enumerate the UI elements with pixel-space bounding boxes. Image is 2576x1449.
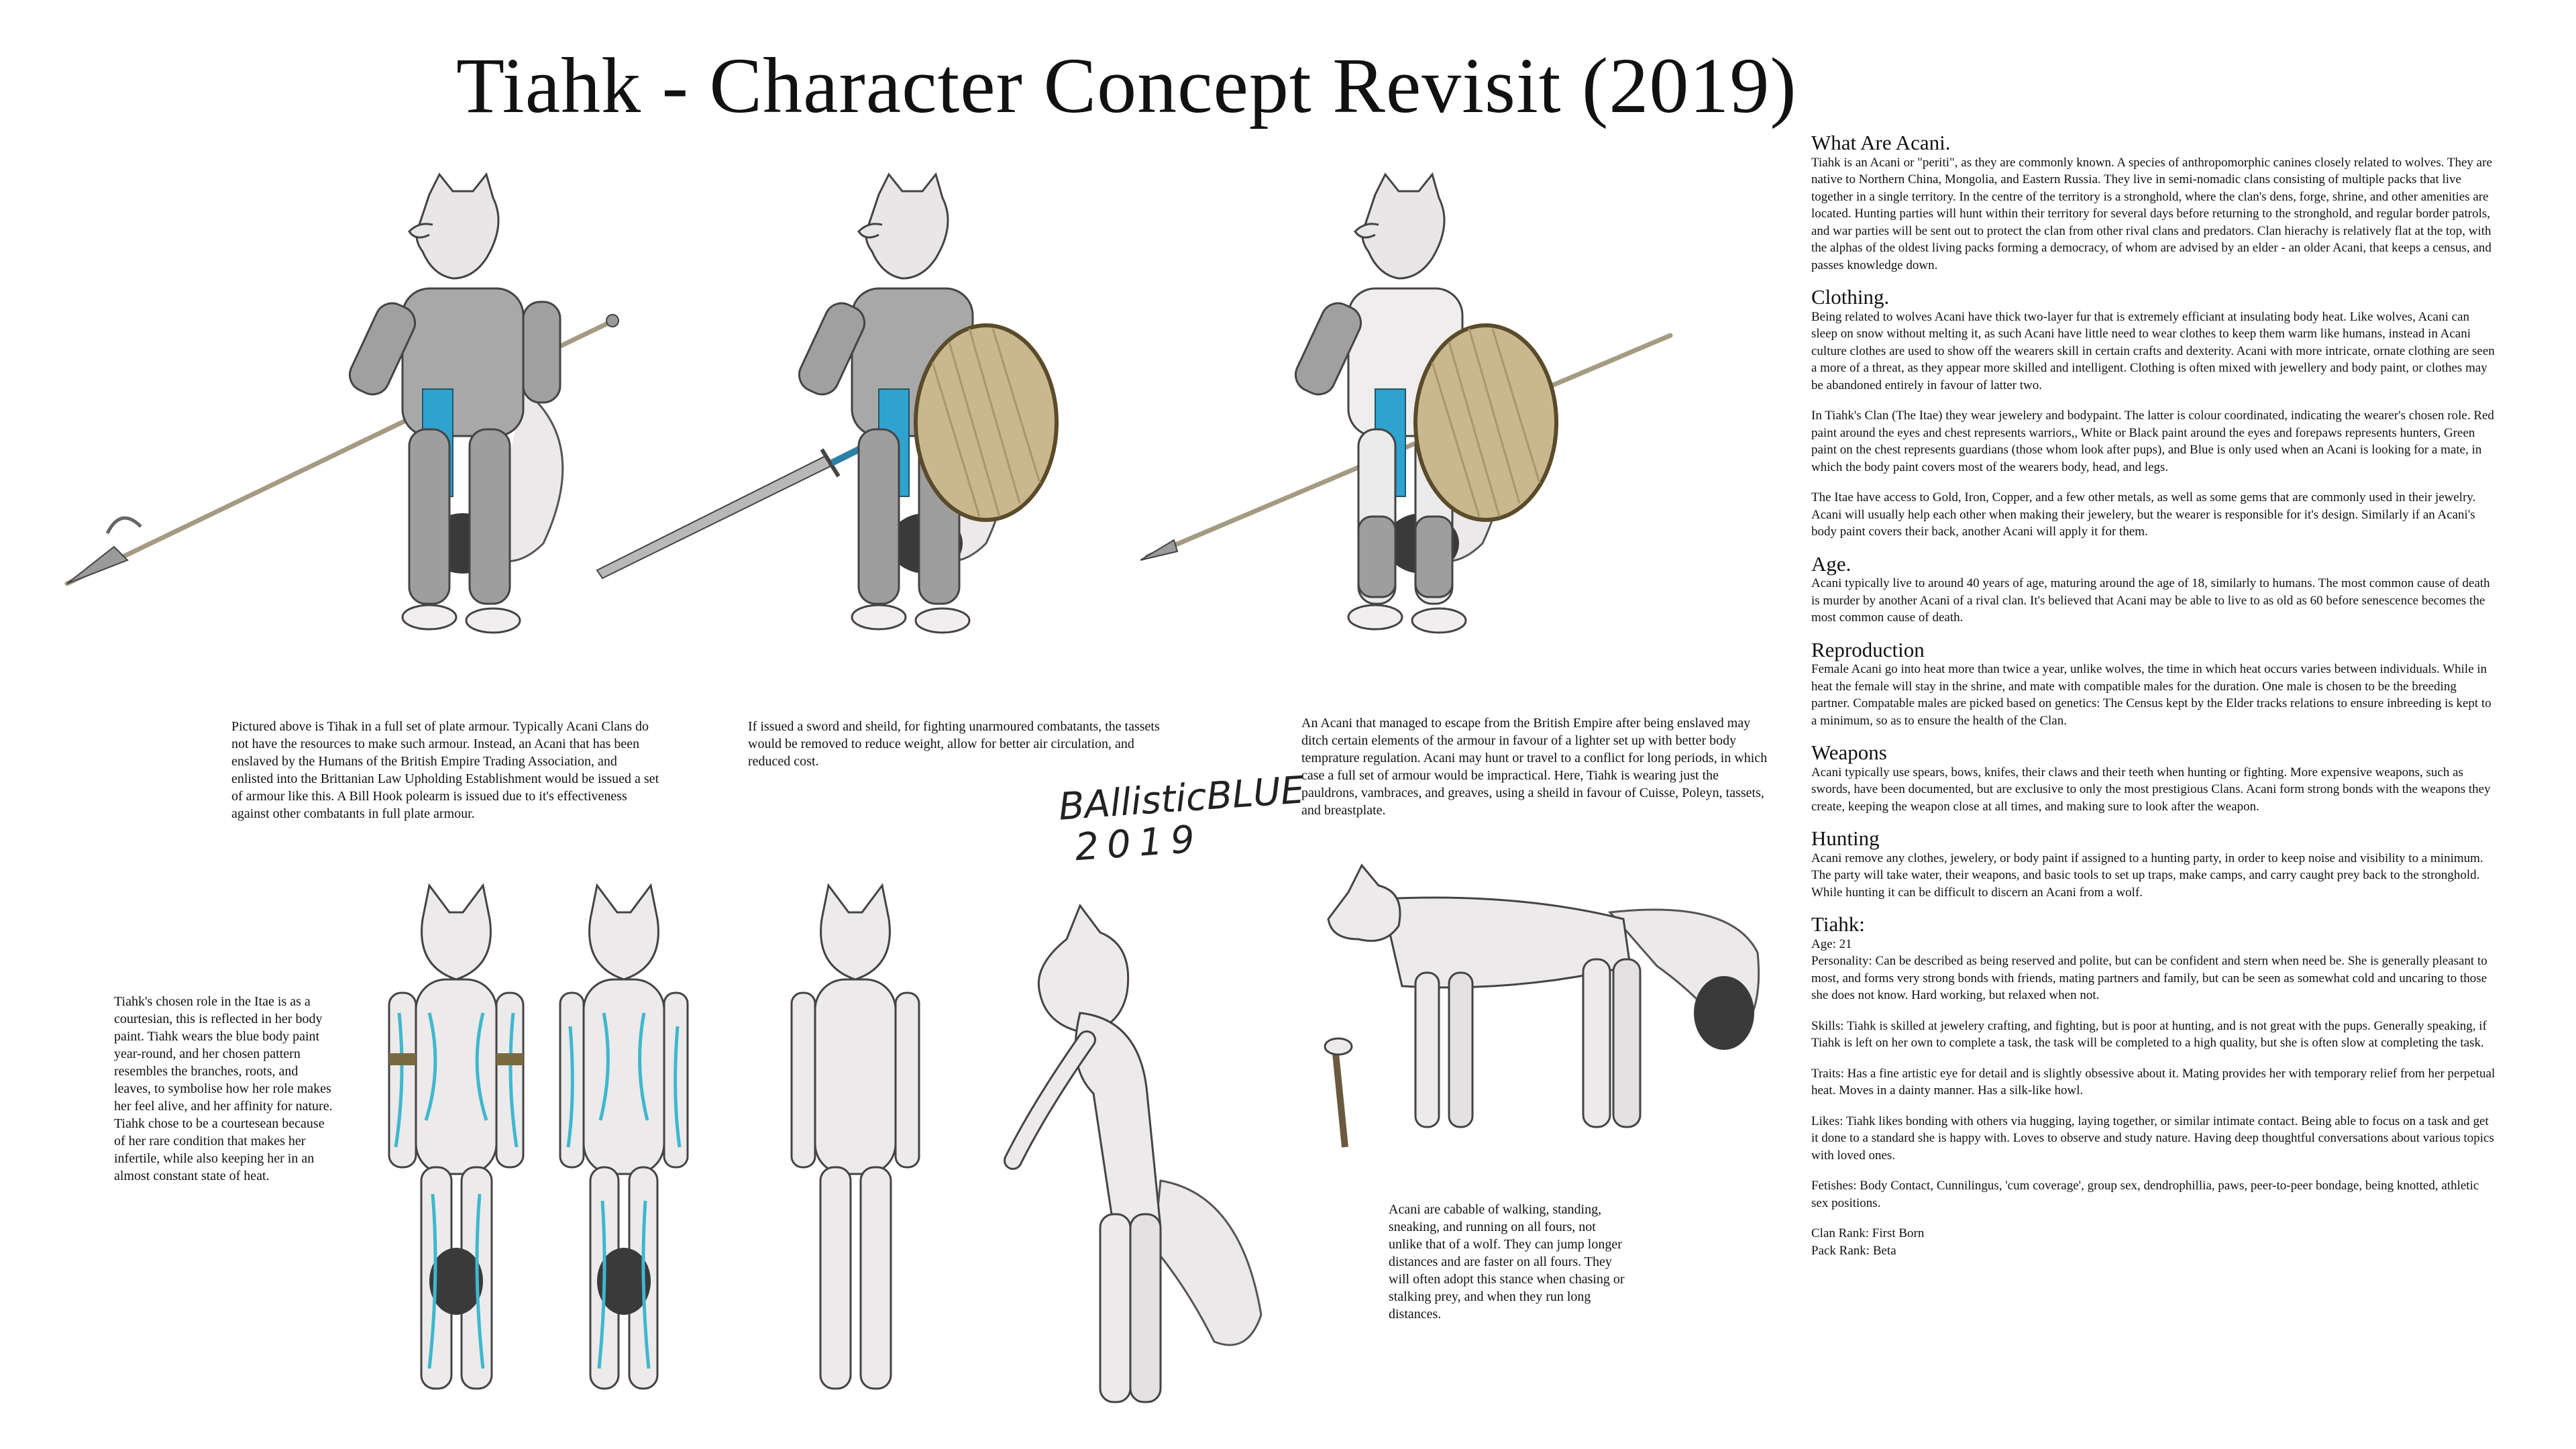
- text-clothing-1: Being related to wolves Acani have thick two-layer fur that is extremely efficiant at insulating body heat. Like wolves, Acani can sleep on snow without melting it, as such Acani have little need to wear clothes to keep them warm like humans, instead in Acani culture clothes are used to show off the wearers skill in certain crafts and dexterity. Acani with more intricate, ornate clothing are seen a more of a threat, as they appear more skilled and intelligent. Clothing is often mixed with jewellery and body paint, or clothes may be abandoned entirely in favour of latter two.: [1811, 309, 2495, 392]
- heading-age: Age.: [1811, 551, 1851, 576]
- heading-clothing: Clothing.: [1811, 285, 1890, 309]
- heading-weapons: Weapons: [1811, 741, 1887, 764]
- text-reproduction: Female Acani go into heat more than twice a year, unlike wolves, the time in which heat occurs varies between individuals. While in heat the female will stay in the shrine, and mate with compatible males for the duration. One male is chosen to be the breeding partner. Compatable males are picked based on genetics: The Census kept by the Elder tracks relations to ensure inbreeding is kept to a minimum, so as to ensure the health of the Clan.: [1811, 662, 2491, 728]
- sword-blade: [597, 456, 830, 578]
- signature-name: BAllisticBLUE: [1057, 768, 1306, 829]
- text-age: Acani typically live to around 40 years of age, maturing around the age of 18, similarly to humans. The most common cause of death is murder by another Acani of a rival clan. It's believed that Acani may be able to live to as old as 60 before senescence becomes the most common cause of death.: [1811, 576, 2490, 625]
- figure-all-fours: [1315, 845, 1784, 1154]
- text-hunting: Acani remove any clothes, jewelery, or body paint if assigned to a hunting party, in order to keep noise and visibility to a minimum. The party will take water, their weapons, and basic tools to set up traps, make camps, and carry caught prey back to the stronghold. While hunting it can be difficult to discern an Acani from a wolf.: [1811, 851, 2483, 900]
- heading-reproduction: Reproduction: [1811, 637, 1925, 661]
- text-tiahk-personality: Personality: Can be described as being reserved and polite, but can be confident and stern when need be. She is generally pleasant to most, and forms very strong bonds with friends, mating partners and family, but can be seen as somewhat cold and uncaring to those she does not know. Hard working, but relaxed when not.: [1811, 954, 2487, 1002]
- text-tiahk-skills: Skills: Tiahk is skilled at jewelery crafting, and fighting, but is poor at hunting, and is not great with the pups. Generally speaking, if Tiahk is left on her own to complete a task, the task will be completed to a high quality, but she is often slow at completing the task.: [1811, 1018, 2487, 1050]
- shield: [1415, 325, 1556, 520]
- polearm-hook: [67, 547, 127, 584]
- figure-side-view: [986, 899, 1288, 1422]
- caption-courtesan: Tiahk's chosen role in the Itae is as a courtesian, this is reflected in her body paint. Tiahk wears the blue body paint year-round, and her chosen pattern resembles the branches, roots, and leaves, to symbolise how her role makes her feel alive, and her affinity for nature. Tiahk chose to be a courtesean because of her rare condition that makes her infertile, while also keeping her in an almost constant state of heat.: [114, 994, 333, 1183]
- heading-hunting: Hunting: [1811, 826, 1880, 850]
- caption-polearm: Pictured above is Tihak in a full set of plate armour. Typically Acani Clans do not have the resources to make such armour. Instead, an Acani that has been enslaved by the Humans of the British Empire Trading Association, and enlisted into the Brittanian Law Upholding Establishment would be issued a set of armour like this. A Bill Hook polearm is issued due to it's effectiveness against other combatants in full plate armour.: [231, 719, 659, 821]
- figure-unpainted: [778, 879, 932, 1429]
- text-tiahk-pack-rank: Pack Rank: Beta: [1811, 1243, 1896, 1258]
- shield: [916, 325, 1057, 520]
- figure-sword-shield: [584, 168, 1134, 704]
- dagger: [1335, 1046, 1345, 1147]
- tail: [1154, 1181, 1261, 1345]
- text-clothing-2: In Tiahk's Clan (The Itae) they wear jewelery and bodypaint. The latter is colour coordinated, indicating the wearer's chosen role. Red paint around the eyes and chest represents warriors,, White or Black paint around the eyes and forepaws represents hunters, Green paint on the chest represents guardians (those whom look after pups), and Blue is only used when an Acani is looking for a mate, in which the body paint covers most of the wearers body, head, and legs.: [1811, 409, 2494, 474]
- text-weapons: Acani typically use spears, bows, knifes, their claws and their teeth when hunting or fighting. More expensive weapons, such as swords, have been documented, but are exclusive to only the most prestigious Clans. Acani form strong bonds with the weapons they create, keeping the weapon close at all times, and making sure to look after the weapon.: [1811, 765, 2491, 814]
- heading-what-are-acani: What Are Acani.: [1811, 131, 1951, 154]
- figure-light-armour: [1134, 168, 1737, 704]
- text-tiahk-clan-rank: Clan Rank: First Born: [1811, 1226, 1925, 1240]
- text-clothing-3: The Itae have access to Gold, Iron, Copper, and a few other metals, as well as some gems that are commonly used in their jewelry. Acani will usually help each other when making their jewelery, but the wearer is responsible for it's design. Similarly if an Acani's body paint covers their back, another Acani will apply it for them.: [1811, 490, 2476, 539]
- text-tiahk-age: Age: 21: [1811, 936, 1852, 951]
- artist-signature: [1057, 769, 1309, 869]
- figure-bodypaint-front: [376, 879, 537, 1429]
- text-tiahk-fetishes: Fetishes: Body Contact, Cunnilingus, 'cum coverage', group sex, dendrophillia, paws, peer-to-peer bondage, being knotted, athletic sex positions.: [1811, 1179, 2479, 1210]
- text-tiahk-likes: Likes: Tiahk likes bonding with others via hugging, laying together, or similar intimate contact. Being able to focus on a task and get it done to a standard she is happy with. Loves to observe and study nature. Having deep thoughtful conversations about various topics with loved ones.: [1811, 1114, 2494, 1163]
- page-title: Tiahk - Character Concept Revisit (2019): [456, 42, 1797, 129]
- figure-polearm: [54, 168, 657, 704]
- text-what-are-acani: Tiahk is an Acani or "periti", as they are commonly known. A species of anthropomorphic canines closely related to wolves. They are native to Northern China, Mongolia, and Eastern Russia. They live in semi-nomadic clans consisting of multiple packs that live together in a single territory. In the centre of the territory is a stronghold, where the clan's dens, forge, shrine, and other amenities are located. Hunting parties will hunt within their territory for several days before returning to the stronghold, and regular border patrols, and war parties will be sent out to protect the clan from other rival clans and predators. Clan hierachy is relatively flat at the top, with the alphas of the oldest living packs forming a democracy, of whom are advised by an elder - an older Acani, that keeps a census, and passes knowledge down.: [1811, 155, 2492, 272]
- lore-column: [1811, 131, 2496, 1259]
- caption-all-fours: Acani are cabable of walking, standing, sneaking, and running on all fours, not unlike that of a wolf. They can jump longer distances and are faster on all fours. They will often adopt this stance when chasing or stalking prey, and when they run long distances.: [1389, 1202, 1625, 1322]
- figure-bodypaint-back: [543, 879, 704, 1429]
- caption-escaped: An Acani that managed to escape from the British Empire after being enslaved may ditch certain elements of the armour in favour of a lighter set up with better body temprature regulation. Acani may hunt or travel to a conflict for long periods, in which case a full set of armour would be impractical. Here, Tiahk is wearing just the pauldrons, vambraces, and greaves, using a sheild in favour of Cuisse, Poleyn, tassets, and breastplate.: [1301, 716, 1768, 818]
- spear-tip: [1140, 540, 1177, 560]
- text-tiahk-traits: Traits: Has a fine artistic eye for detail and is slightly obsessive about it. Mating provides her with temporary relief from her perpetual heat. Moves in a dainty manner. Has a silk-like howl.: [1811, 1066, 2496, 1097]
- caption-sword: If issued a sword and sheild, for fighting unarmoured combatants, the tassets would be removed to reduce weight, allow for better air circulation, and reduced cost.: [748, 719, 1160, 769]
- signature-year: 2019: [1073, 817, 1204, 870]
- heading-tiahk: Tiahk:: [1811, 912, 1865, 936]
